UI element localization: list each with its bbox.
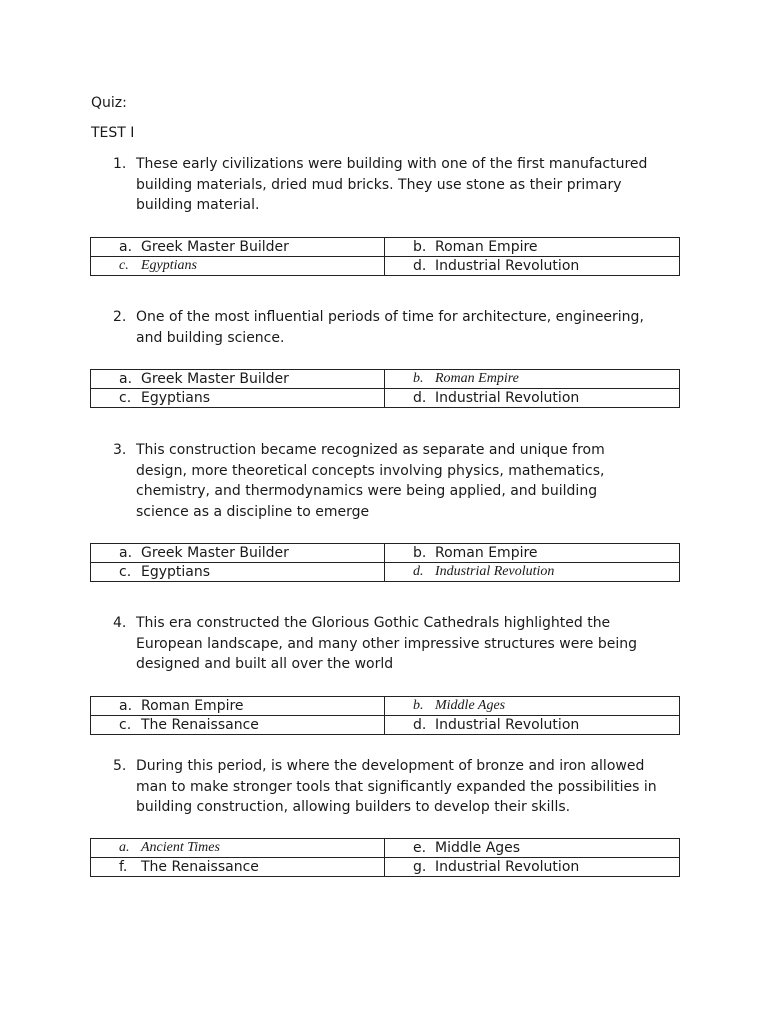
- option-a-answer: a. Ancient Times: [91, 839, 385, 858]
- question-5: [113, 756, 673, 818]
- question-2: [113, 307, 673, 348]
- option-c: c. Egyptians: [91, 563, 385, 582]
- question-number: 4.: [113, 615, 127, 631]
- option-d: d. Industrial Revolution: [385, 716, 680, 735]
- option-b-answer: b. Roman Empire: [385, 370, 680, 389]
- option-b: b. Roman Empire: [385, 544, 680, 563]
- quiz-label: Quiz:: [91, 95, 127, 111]
- question-number: 1.: [113, 156, 127, 172]
- question-text: This construction became recognized as separate and unique from design, more theoretical concepts involving physics, mathematics, chemistry, and thermodynamics were being applied, and building science as a discipline to emerge: [136, 442, 605, 521]
- choices-table-1: [90, 237, 680, 276]
- question-text: During this period, is where the development of bronze and iron allowed man to make stronger tools that significantly expanded the possibilities in building construction, allowing builders to develop their skills.: [136, 758, 657, 816]
- choices-table-5: [90, 838, 680, 877]
- option-b-answer: b. Middle Ages: [385, 697, 680, 716]
- question-3: [113, 440, 673, 523]
- option-d: d. Industrial Revolution: [385, 389, 680, 408]
- option-d: d. Industrial Revolution: [385, 257, 680, 276]
- option-a: a. Greek Master Builder: [91, 370, 385, 389]
- choices-table-2: [90, 369, 680, 408]
- question-4: [113, 613, 673, 675]
- option-g: g. Industrial Revolution: [385, 858, 680, 877]
- option-e: e. Middle Ages: [385, 839, 680, 858]
- question-1: [113, 154, 673, 216]
- choices-table-3: [90, 543, 680, 582]
- option-d-answer: d. Industrial Revolution: [385, 563, 680, 582]
- question-number: 3.: [113, 442, 127, 458]
- question-text: This era constructed the Glorious Gothic Cathedrals highlighted the European landscape, and many other impressive structures were being designed and built all over the world: [136, 615, 637, 673]
- option-a: a. Greek Master Builder: [91, 238, 385, 257]
- option-b: b. Roman Empire: [385, 238, 680, 257]
- option-c-answer: c. Egyptians: [91, 257, 385, 276]
- option-a: a. Roman Empire: [91, 697, 385, 716]
- test-heading: TEST I: [91, 125, 135, 141]
- option-f: f. The Renaissance: [91, 858, 385, 877]
- question-text: One of the most influential periods of time for architecture, engineering, and building science.: [136, 309, 644, 346]
- question-number: 5.: [113, 758, 127, 774]
- question-text: These early civilizations were building with one of the first manufactured building materials, dried mud bricks. They use stone as their primary building material.: [136, 156, 648, 214]
- option-c: c. The Renaissance: [91, 716, 385, 735]
- question-number: 2.: [113, 309, 127, 325]
- choices-table-4: [90, 696, 680, 735]
- option-a: a. Greek Master Builder: [91, 544, 385, 563]
- option-c: c. Egyptians: [91, 389, 385, 408]
